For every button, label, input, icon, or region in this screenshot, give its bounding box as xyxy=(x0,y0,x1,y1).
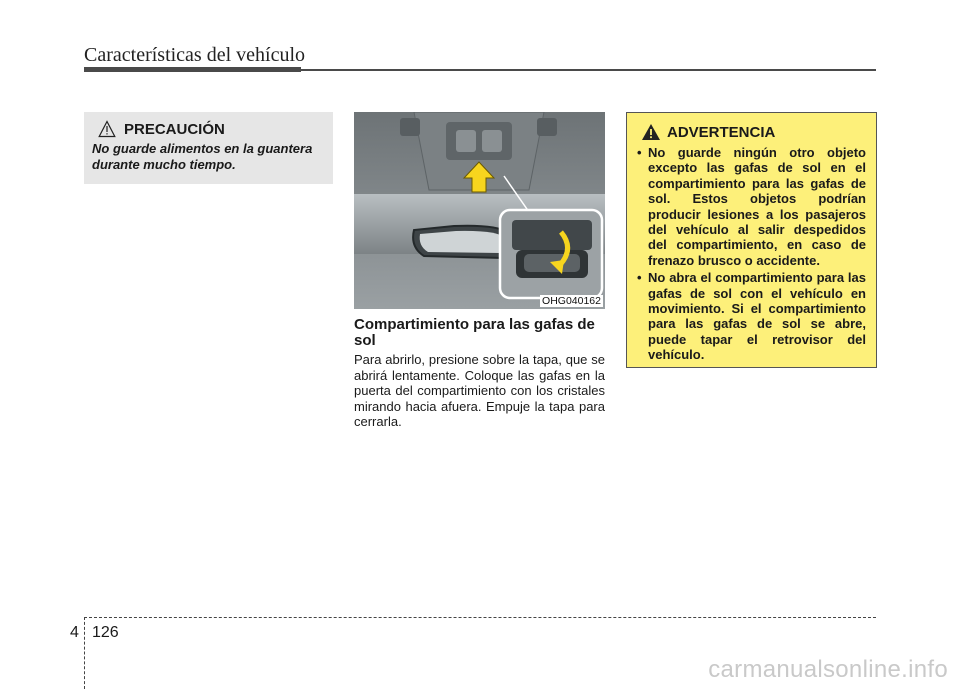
header-rule-thick xyxy=(84,67,301,72)
watermark: carmanualsonline.info xyxy=(708,656,948,683)
header-title: Características del vehículo xyxy=(84,44,306,66)
page-number: 126 xyxy=(92,624,119,641)
bullet: • xyxy=(637,270,642,286)
caution-box xyxy=(84,112,333,184)
warning-item-text: No guarde ningún otro objeto excepto las gafas de sol en el compartimiento para las gafas de sol. Estos objetos podrían producir lesiones a los pasajeros del vehículo al salir despedidos del compartimiento, en caso de frenazo brusco o accidente. xyxy=(648,145,866,268)
section-heading: Compartimiento para las gafas de sol xyxy=(354,316,595,349)
caution-header xyxy=(98,120,325,138)
sunglass-holder-photo xyxy=(354,112,605,309)
caution-triangle-icon xyxy=(98,120,116,138)
warning-item xyxy=(637,270,866,362)
page-hline xyxy=(84,617,876,618)
figure-code: OHG040162 xyxy=(542,295,601,307)
caution-text: No guarde alimentos en la guantera durante mucho tiempo. xyxy=(92,141,313,172)
caution-title: PRECAUCIÓN xyxy=(124,120,225,138)
header-rule-thin xyxy=(301,69,876,71)
warning-title: ADVERTENCIA xyxy=(667,123,776,141)
warning-header xyxy=(641,123,866,141)
warning-item-text: No abra el compartimiento para las gafas de sol con el vehículo en movimiento. Si el compartimiento para las gafas de sol se abre, puede tapar el retrovisor del vehículo. xyxy=(648,270,866,363)
chapter-number: 4 xyxy=(70,624,79,641)
warning-list xyxy=(637,145,866,363)
bullet: • xyxy=(637,145,642,160)
warning-box xyxy=(626,112,877,368)
overhead-console-illustration xyxy=(354,112,605,309)
page-vline xyxy=(84,617,85,689)
warning-triangle-icon xyxy=(641,123,661,141)
warning-item xyxy=(637,145,866,268)
section-body: Para abrirlo, presione sobre la tapa, que se abrirá lentamente. Coloque las gafas en la puerta del compartimiento con los cristales mirando hacia afuera. Empuje la tapa para cerrarla. xyxy=(354,352,605,429)
